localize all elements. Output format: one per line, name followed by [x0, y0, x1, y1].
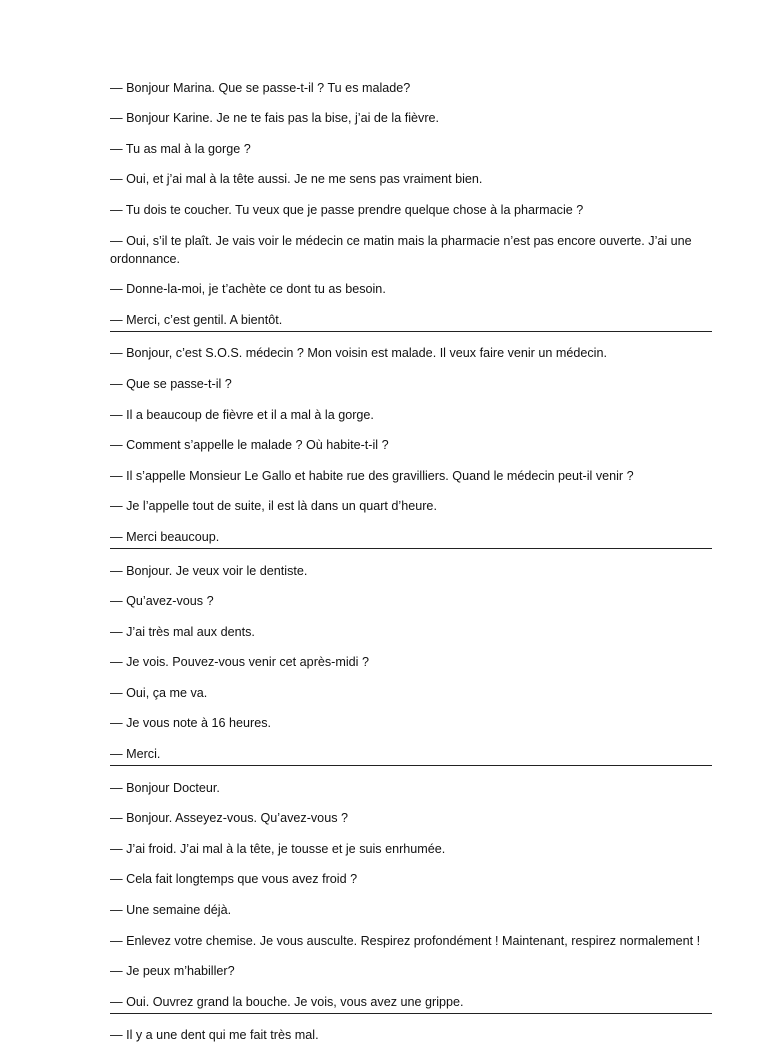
dialogue-line: — Enlevez votre chemise. Je vous ausculte. Respirez profondément ! Maintenant, respirez normalement ! — [110, 933, 701, 948]
document-page — [110, 66, 712, 1046]
dialogue-line: — Bonjour. Je veux voir le dentiste. — [110, 563, 308, 578]
dialogue-line: — Merci. — [110, 747, 161, 762]
dialogue-line: — Oui, s’il te plaît. Je vais voir le médecin ce matin mais la pharmacie n’est pas encore ouverte. J’ai une ordonnance. — [110, 233, 692, 266]
dialogue-line: — Il s’appelle Monsieur Le Gallo et habite rue des gravilliers. Quand le médecin peut-il venir ? — [110, 468, 634, 483]
dialogue-line: — Bonjour Karine. Je ne te fais pas la bise, j’ai de la fièvre. — [110, 111, 440, 126]
dialogue-line: — Oui, et j’ai mal à la tête aussi. Je ne me sens pas vraiment bien. — [110, 172, 483, 187]
dialogue-line: — Bonjour Docteur. — [110, 780, 220, 795]
dialogue-5 — [110, 1026, 712, 1044]
dialogue-1 — [110, 79, 712, 329]
dialogue-line: — Je l’appelle tout de suite, il est là dans un quart d’heure. — [110, 499, 437, 514]
dialogue-4 — [110, 779, 712, 1011]
dialogue-line: — Je peux m’habiller? — [110, 964, 235, 979]
dialogue-line: — Tu dois te coucher. Tu veux que je passe prendre quelque chose à la pharmacie ? — [110, 202, 584, 217]
dialogue-line: — Bonjour, c’est S.O.S. médecin ? Mon voisin est malade. Il veux faire venir un médecin. — [110, 346, 607, 361]
dialogue-line: — Oui, ça me va. — [110, 685, 208, 700]
dialogue-line: — Bonjour Marina. Que se passe-t-il ? Tu es malade? — [110, 80, 411, 95]
dialogue-line: — Oui. Ouvrez grand la bouche. Je vois, vous avez une grippe. — [110, 994, 464, 1009]
dialogue-2 — [110, 344, 712, 546]
dialogue-line: — Merci, c’est gentil. A bientôt. — [110, 312, 283, 327]
dialogue-3 — [110, 562, 712, 764]
dialogue-line: — J’ai froid. J’ai mal à la tête, je tousse et je suis enrhumée. — [110, 841, 446, 856]
dialogue-line: — Une semaine déjà. — [110, 903, 232, 918]
dialogue-line: — Merci beaucoup. — [110, 529, 220, 544]
section-divider — [110, 765, 712, 766]
dialogue-line: — Comment s’appelle le malade ? Où habite-t-il ? — [110, 438, 389, 453]
dialogue-line: — Bonjour. Asseyez-vous. Qu’avez-vous ? — [110, 811, 348, 826]
dialogue-line: — Je vous note à 16 heures. — [110, 716, 272, 731]
dialogue-line: — Que se passe-t-il ? — [110, 376, 232, 391]
dialogue-line: — Cela fait longtemps que vous avez froid ? — [110, 872, 358, 887]
dialogue-line: — J’ai très mal aux dents. — [110, 624, 255, 639]
dialogue-line: — Qu’avez-vous ? — [110, 594, 214, 609]
section-divider — [110, 548, 712, 549]
dialogue-line: — Je vois. Pouvez-vous venir cet après-midi ? — [110, 655, 369, 670]
dialogue-line: — Il y a une dent qui me fait très mal. — [110, 1028, 319, 1043]
dialogue-line: — Tu as mal à la gorge ? — [110, 141, 251, 156]
section-divider — [110, 331, 712, 332]
dialogue-line: — Donne-la-moi, je t’achète ce dont tu as besoin. — [110, 282, 386, 297]
dialogue-line: — Il a beaucoup de fièvre et il a mal à la gorge. — [110, 407, 374, 422]
section-divider — [110, 1013, 712, 1014]
